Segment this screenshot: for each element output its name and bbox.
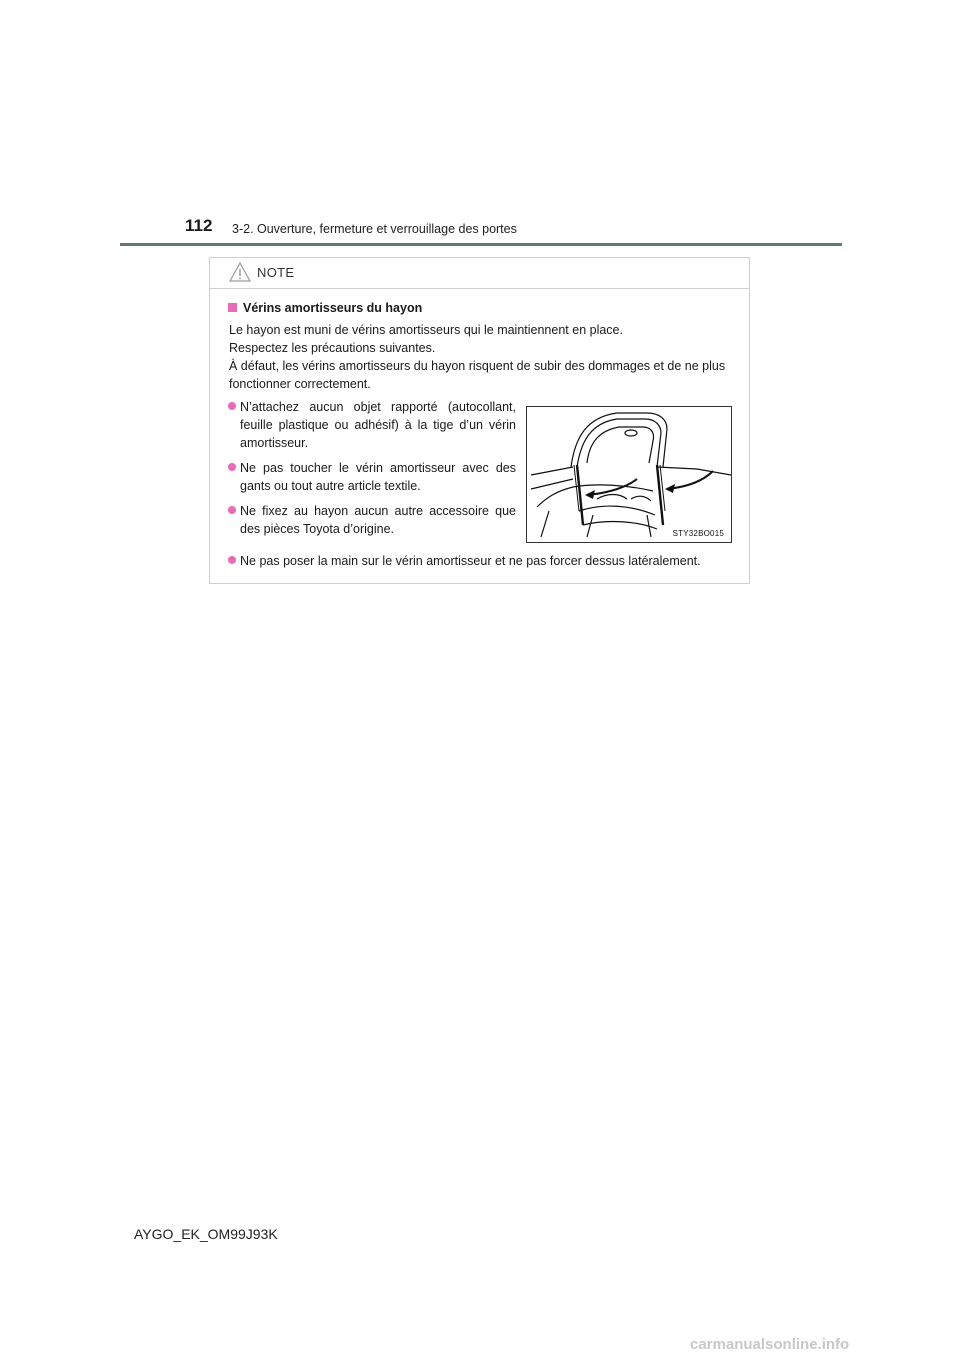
precaution-list [228,398,516,545]
note-heading [228,301,422,315]
tailgate-damper-illustration [526,406,732,543]
warning-triangle-icon [228,261,252,288]
note-header [210,258,749,289]
tailgate-drawing [527,407,732,543]
bullet-dot-icon [228,506,236,514]
page-number: 112 [185,216,213,235]
list-item-text: Ne pas poser la main sur le vérin amortisseur et ne pas forcer dessus latéralement. [240,554,701,568]
note-label: NOTE [257,265,295,280]
paragraph-line: À défaut, les vérins amortisseurs du hayon risquent de subir des dommages et de ne plus fonctionner correctement. [229,359,726,391]
note-box [209,257,750,584]
bullet-dot-icon [228,556,236,564]
list-item-text: N’attachez aucun objet rapporté (autocollant, feuille plastique ou adhésif) à la tige d’un vérin amortisseur. [240,400,516,450]
watermark: carmanualsonline.info [690,1336,850,1353]
square-bullet-icon [228,303,237,312]
bullet-dot-icon [228,463,236,471]
figure-code: STY32BO015 [672,529,724,538]
paragraph-line: Respectez les précautions suivantes. [229,341,436,355]
note-heading-text: Vérins amortisseurs du hayon [243,301,423,315]
document-code: AYGO_EK_OM99J93K [134,1226,278,1242]
header-rule [120,243,842,246]
paragraph-line: Le hayon est muni de vérins amortisseurs qui le maintiennent en place. [229,323,623,337]
bullet-dot-icon [228,402,236,410]
list-item [228,398,516,452]
list-item [228,552,760,570]
list-item [228,502,516,538]
note-paragraph [229,321,741,393]
list-item [228,459,516,495]
list-item-text: Ne pas toucher le vérin amortisseur avec des gants ou tout autre article textile. [240,461,516,493]
list-item-text: Ne fixez au hayon aucun autre accessoire que des pièces Toyota d’origine. [240,504,516,536]
section-title: 3-2. Ouverture, fermeture et verrouillage des portes [232,222,517,236]
